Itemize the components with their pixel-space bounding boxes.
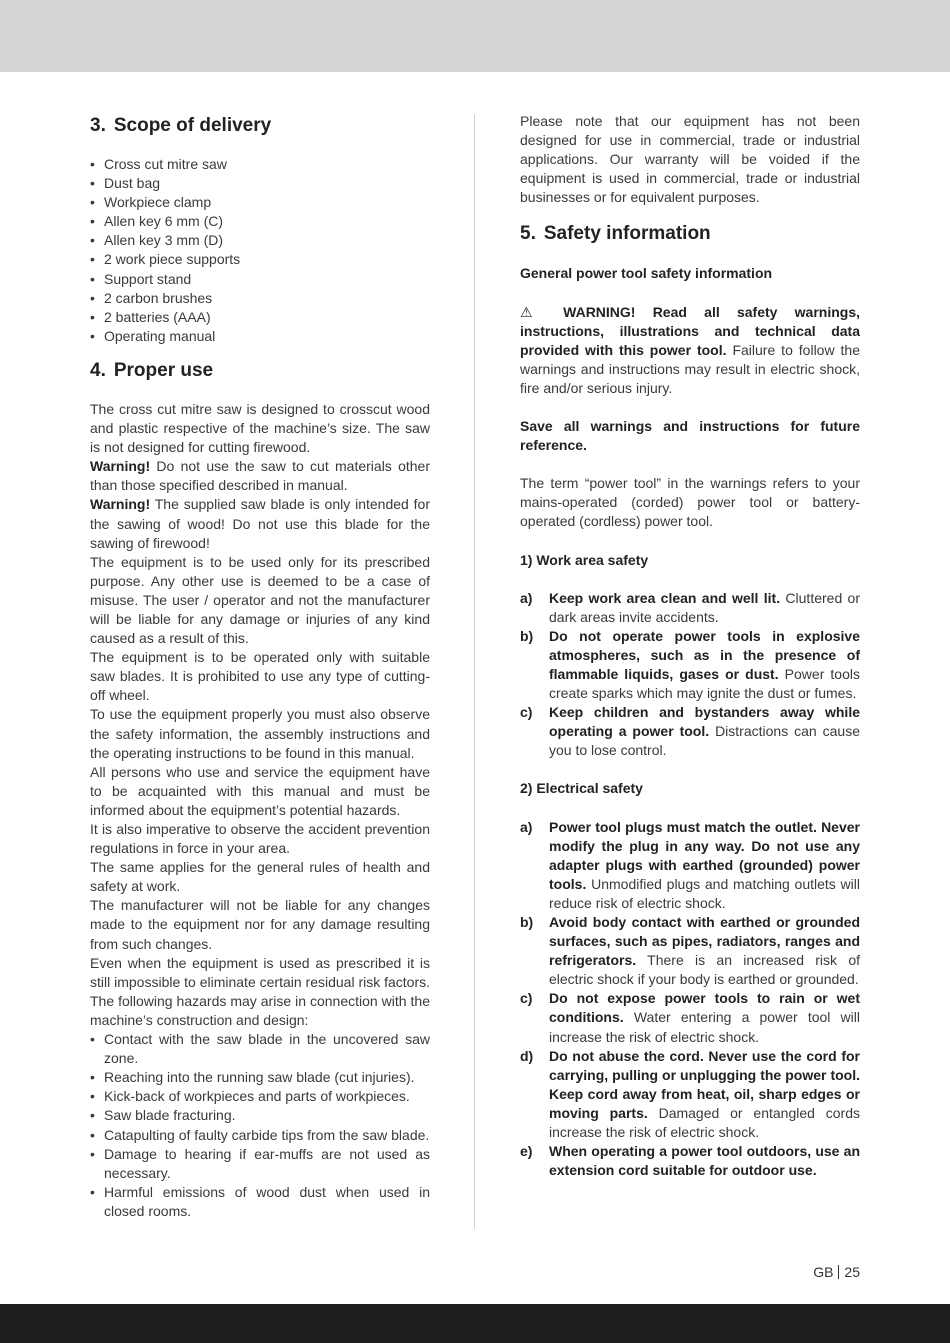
list-item: [520, 703, 860, 760]
section-4-heading: [90, 357, 430, 385]
list-item: • Allen key 3 mm (D): [90, 231, 430, 250]
body-paragraph: To use the equipment properly you must also observe the safety information, the assembly instructions and the operating instructions to be found in this manual.: [90, 706, 430, 761]
item-text: Damaged or entangled cords increase the risk of electric shock.: [549, 1104, 860, 1141]
item-bold: Keep children and bystanders away while operating a power tool.: [549, 704, 860, 740]
item-bold: When operating a power tool outdoors, use an extension cord suitable for outdoor use.: [549, 1143, 860, 1179]
item-text: Distractions can cause you to lose control.: [549, 723, 860, 759]
section-3-number: 3.: [90, 115, 106, 136]
warning-text: The supplied saw blade is only intended for the sawing of wood! Do not use this blade for the sawing of firewood!: [90, 496, 430, 551]
item-bold: Power tool plugs must match the outlet. Never modify the plug in any way. Do not use any adapter plugs with earthed (grounded) power tools.: [549, 818, 860, 892]
warning-paragraph-1: [90, 457, 430, 495]
page-footer: [813, 1264, 860, 1280]
right-column: [520, 112, 860, 1180]
list-item: • Harmful emissions of wood dust when used in closed rooms.: [90, 1183, 430, 1221]
list-item: [520, 989, 860, 1046]
list-item: [520, 1047, 860, 1142]
list-item: [520, 1142, 860, 1180]
item-letter: a): [520, 589, 533, 606]
list-item: [520, 627, 860, 703]
item-bold: Do not operate power tools in explosive atmospheres, such as in the presence of flammable liquids, gases or dust.: [549, 627, 860, 682]
list-item: • Contact with the saw blade in the uncovered saw zone.: [90, 1030, 430, 1068]
item-letter: a): [520, 818, 533, 835]
body-paragraph: Even when the equipment is used as prescribed it is still impossible to eliminate certain residual risk factors. The following hazards may arise in connection with the machine’s construction and design:: [90, 954, 431, 1028]
footer-band: [0, 1304, 950, 1343]
list-item: • Workpiece clamp: [90, 193, 430, 212]
power-tool-term: The term “power tool” in the warnings refers to your mains-operated (corded) power tool or battery-operated (cordless) power tool.: [520, 475, 860, 530]
section-5-heading: [520, 220, 860, 248]
list-item: • 2 work piece supports: [90, 250, 430, 269]
item-letter: c): [520, 704, 533, 721]
list-item: [520, 913, 860, 989]
work-area-list: [520, 589, 860, 761]
warning-label: Warning!: [90, 496, 151, 513]
list-item: • 2 batteries (AAA): [90, 308, 430, 327]
list-item: • Cross cut mitre saw: [90, 155, 430, 174]
warning-text: Do not use the saw to cut materials other than those specified described in manual.: [90, 458, 430, 494]
language-code: GB: [813, 1264, 834, 1280]
general-safety-heading: General power tool safety information: [520, 265, 773, 282]
commercial-use-note: Please note that our equipment has not been designed for use in commercial, trade or industrial applications. Our warranty will be voided if the equipment is used in commercial, trade or industrial businesses or for equivalent purposes.: [520, 113, 860, 206]
delivery-list: [90, 155, 430, 346]
list-item: • Saw blade fracturing.: [90, 1106, 430, 1125]
section-4-number: 4.: [90, 359, 106, 381]
warning-paragraph: [520, 303, 860, 398]
item-bold: Do not abuse the cord. Never use the cord for carrying, pulling or unplugging the power tool. Keep cord away from heat, oil, sharp edges or moving parts.: [549, 1047, 860, 1121]
body-paragraph: All persons who use and service the equipment have to be acquainted with this manual and must be informed about the equipment’s potential hazards.: [90, 763, 430, 818]
warning-triangle-icon: ⚠: [520, 303, 546, 320]
body-paragraph: The same applies for the general rules of health and safety at work.: [90, 859, 430, 895]
item-letter: b): [520, 914, 534, 930]
item-text: Water entering a power tool will increase the risk of electric shock.: [549, 1009, 860, 1045]
item-text: Unmodified plugs and matching outlets will reduce risk of electric shock.: [549, 875, 860, 911]
body-paragraph: The equipment is to be used only for its prescribed purpose. Any other use is deemed to be a case of misuse. The user / operator and not the manufacturer will be liable for any damage or injuries of any kind caused as a result of this.: [90, 553, 430, 647]
item-bold: Keep work area clean and well lit.: [549, 589, 781, 606]
item-letter: b): [520, 627, 534, 644]
save-instructions: Save all warnings and instructions for future reference.: [520, 418, 860, 454]
item-bold: Avoid body contact with earthed or grounded surfaces, such as pipes, radiators, ranges and refrigerators.: [549, 914, 860, 969]
left-column: [90, 112, 430, 1221]
item-letter: d): [520, 1047, 534, 1064]
proper-use-intro: The cross cut mitre saw is designed to crosscut wood and plastic respective of the machine’s size. The saw is not designed for cutting firewood.: [90, 400, 430, 456]
section-3-heading: [90, 112, 430, 140]
list-item: • Support stand: [90, 270, 430, 289]
section-3-title: Scope of delivery: [113, 115, 272, 136]
warning-label: Warning!: [90, 458, 151, 475]
header-band: [0, 0, 950, 72]
list-item: • Catapulting of faulty carbide tips from the saw blade.: [90, 1126, 430, 1145]
electrical-list: [520, 818, 860, 1181]
list-item: • Allen key 6 mm (C): [90, 212, 430, 231]
column-divider: [474, 114, 475, 1229]
item-bold: Do not expose power tools to rain or wet conditions.: [549, 990, 860, 1026]
work-area-heading: 1) Work area safety: [520, 551, 649, 568]
list-item: • Kick-back of workpieces and parts of workpieces.: [90, 1087, 430, 1106]
list-item: • 2 carbon brushes: [90, 289, 430, 308]
section-5-number: 5.: [520, 223, 536, 245]
body-paragraph: It is also imperative to observe the accident prevention regulations in force in your area.: [90, 821, 430, 857]
list-item: • Damage to hearing if ear-muffs are not used as necessary.: [90, 1145, 430, 1183]
item-text: There is an increased risk of electric shock if your body is earthed or grounded.: [549, 952, 860, 988]
warning-text: Failure to follow the warnings and instructions may result in electric shock, fire and/or serious injury.: [520, 341, 860, 396]
list-item: [520, 818, 860, 913]
list-item: • Reaching into the running saw blade (cut injuries).: [90, 1068, 430, 1087]
warning-paragraph-2: [90, 495, 430, 552]
hazard-list: [90, 1030, 430, 1221]
item-letter: e): [520, 1143, 533, 1160]
list-item: • Dust bag: [90, 174, 430, 193]
warning-bold-text: WARNING! Read all safety warnings, instructions, illustrations and technical data provided with this power tool.: [520, 303, 860, 358]
body-paragraph: The manufacturer will not be liable for any changes made to the equipment nor for any damage resulting from such changes.: [90, 897, 430, 952]
item-text: Cluttered or dark areas invite accidents.: [549, 589, 860, 625]
list-item: [520, 589, 860, 627]
footer-separator: [838, 1265, 839, 1279]
item-text: Power tools create sparks which may ignite the dust or fumes.: [549, 665, 860, 702]
page-number: 25: [844, 1264, 860, 1280]
section-4-title: Proper use: [113, 359, 214, 381]
item-letter: c): [520, 990, 533, 1007]
electrical-heading: 2) Electrical safety: [520, 780, 643, 797]
list-item: • Operating manual: [90, 327, 430, 346]
body-paragraph: The equipment is to be operated only with suitable saw blades. It is prohibited to use any type of cutting-off wheel.: [90, 649, 430, 704]
section-5-title: Safety information: [543, 223, 711, 245]
